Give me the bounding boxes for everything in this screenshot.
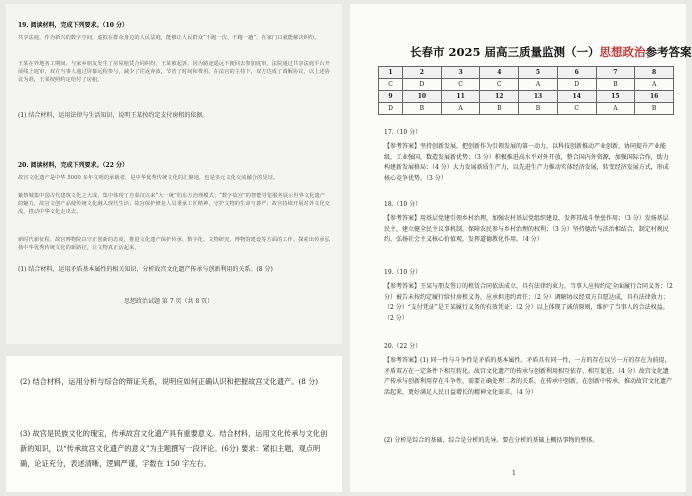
answer-table-cell: 4 [480, 67, 519, 79]
answer-table-cell: 2 [403, 67, 442, 79]
q20-task-1: (1) 结合材料，运用矛盾基本属性的相关知识，分析故宫文化遗产传承与创新利用的关系。(8 分) [18, 266, 273, 273]
answer-table-cell: 6 [557, 67, 596, 79]
q20-task-2: (2) 结合材料，运用分析与综合的辩证关系，说明应如何正确认识和把握故宫文化遗产。(8 分) [20, 377, 319, 386]
answer-table-cell: 16 [635, 91, 674, 103]
answer-table-cell: 8 [635, 67, 674, 79]
answer-table [378, 66, 674, 115]
q20-paragraph-2: 紫禁城集中国古代建筑文化之大成，集中体现了自秦汉以来“大一统”的东方治理模式；“数字故宫”的智能导览服务展示世界文化遗产的魅力，故宫文创产品使传统文化融入现代生活；故宫保护修复人员秉承工匠精神，守护文物的生命与尊严；故宫持续开展对外文化交流，推动中华文化走出去。 [18, 193, 330, 216]
answer-table-cell: 1 [379, 67, 403, 79]
answer-table-cell: 5 [519, 67, 558, 79]
answer-table-cell: B [635, 103, 674, 115]
answer-table-cell: 7 [596, 67, 635, 79]
q18-answer: 【参考答案】用基层党建引领乡村治理，加强农村基层党组织建设，发挥其战斗堡垒作用；（3 分）发扬基层民主，建立健全民主议事机制，保障农民参与乡村治理的权利；（3 分）坚持德治与法治相结合，制定村规民约，弘扬社会主义核心价值观，发挥道德教化作用。（4 分） [384, 215, 669, 243]
answer-table-cell: 13 [519, 91, 558, 103]
answer-table-cell: 10 [403, 91, 442, 103]
answer-table-cell: C [557, 103, 596, 115]
q19-paragraph-2: 王某在外地务工期间，与家乡朋友发生了房屋租赁合同纠纷，王某被起诉，因为路途遥远不便回去参加庭审。法院通过共享法庭平台开展线上庭审，双方当事人通过屏幕远程参与，减少了往返奔波，节省了时间和费用。在法官的主持下，双方达成了调解协议，以上述协议为准，王某按照约定给付了房租。 [18, 61, 330, 84]
q20-answer-header: 20.（22 分） [384, 343, 422, 350]
q20-paragraph-1: 故宫文化遗产是中华 5000 多年文明的承载者，是中华优秀传统文化的汇聚地，也是多元文化交流融合的见证。 [18, 175, 279, 181]
answer-table-cell: 3 [441, 67, 480, 79]
q19-paragraph-1: 共享法庭，作为新兴的数字空间，虚拟在群众身边的人民法庭，能够让人民群众“不跑一次、不跑一趟”，在家门口就能解决纠纷。 [18, 35, 320, 41]
title-suffix: 参考答案 [645, 45, 692, 59]
q19-answer-header: 19.（10 分） [384, 269, 422, 276]
title-subject: 思想政治 [599, 45, 646, 59]
q20-answer-1: 【参考答案】(1) 同一性与斗争性是矛盾的基本属性。矛盾具有同一性，一方的存在以另一方的存在为前提，矛盾双方在一定条件下相互转化。故宫文化遗产的传承与创新利用相互依存、相互促进。（4 分）故宫文化遗产传承与创新利用存在斗争性，需要正确处理二者的关系，在传承中创新，在创新中传承，推动故宫文化遗产活起来，更好满足人民日益增长的精神文化需求。（4 分） [384, 357, 673, 396]
answer-table-cell: 9 [379, 91, 403, 103]
answer-key-page [350, 4, 692, 492]
q17-header: 17.（10 分） [384, 129, 422, 136]
answer-table-cell: A [441, 103, 480, 115]
answer-table-cell: D [557, 79, 596, 91]
answer-table-cell: C [379, 79, 403, 91]
answer-table-cell: C [480, 79, 519, 91]
q19-answer: 【参考答案】王某与朋友签订的租赁合同依法成立，具有法律约束力，当事人应按约定全面履行合同义务；（2 分）被告未按约定履行给付房租义务，应承担违约责任；（2 分）调解协议经双方自愿达成，具有法律效力；（2 分）“支付凭证”是王某履行义务的有效凭证；（2 分）以上体现了诚信原则，维护了当事人的合法权益。（2 分） [384, 283, 673, 322]
answer-table-cell: 11 [441, 91, 480, 103]
answer-table-cell: D [379, 103, 403, 115]
exam-page-top [6, 4, 342, 344]
answer-table-cell: B [403, 103, 442, 115]
page-number: 1 [512, 470, 516, 477]
q19-header: 19. 阅读材料，完成下列要求。（10 分） [18, 22, 128, 29]
answer-table-choice-row [379, 103, 674, 115]
answer-table-cell: A [519, 79, 558, 91]
q17-answer: 【参考答案】坚持创新发展，把创新作为引领发展的第一动力，以科技创新推动产业创新，协同提升产业能级，工业强国，数造发展新优势；（3 分）积极推进高水平对外开放，整合国内外资源，加强国际合作，助力构建新发展格局；（4 分）大力发展新质生产力，以先进生产力推动实体经济发展，转变经济发展方式，形成核心竞争优势。（3 分） [384, 143, 669, 182]
answer-key-title [410, 44, 692, 60]
answer-table-cell: B [519, 103, 558, 115]
answer-table-cell: 15 [596, 91, 635, 103]
answer-table-cell: C [441, 79, 480, 91]
page-footer: 思想政治试题 第 7 页（共 8 页） [124, 298, 214, 305]
answer-table-cell: A [635, 79, 674, 91]
answer-table-cell: 14 [557, 91, 596, 103]
answer-table-choice-row [379, 79, 674, 91]
q20-paragraph-3: 新时代新征程，故宫博物院以守正创新的态度，推进文化遗产保护传承、数字化、文物研究、博物馆建设等方面的工作，探索出传承弘扬中华优秀传统文化的新路径，让文物真正活起来。 [18, 237, 330, 252]
q20-answer-2: (2) 分析是综合的基础，综合是分析的先导。要在分析的基础上概括事物的整体。 [384, 437, 599, 444]
exam-page-bottom [6, 356, 342, 492]
q20-header: 20. 阅读材料，完成下列要求。（22 分） [18, 162, 128, 169]
answer-table-cell: B [480, 103, 519, 115]
q19-task: (1) 结合材料，运用法律与生活知识，说明王某按约定支付房租的依据。 [18, 112, 209, 119]
q18-header: 18.（10 分） [384, 201, 422, 208]
q20-task-3: (3) 故宫是民族文化的瑰宝，传承故宫文化遗产具有重要意义。结合材料，运用文化传承与文化创新的知识，以“传承故宫文化遗产的意义”为主题撰写一段评论。(6分) 要求：紧扣主题，观点明确，论证充分，表述清晰，逻辑严谨，字数在 150 字左右。 [20, 429, 328, 468]
title-main: 长春市 2025 届高三质量监测（一） [410, 45, 600, 59]
answer-table-cell: B [596, 79, 635, 91]
answer-table-number-row [379, 67, 674, 79]
answer-table-cell: D [403, 79, 442, 91]
answer-table-cell: 12 [480, 91, 519, 103]
answer-table-number-row [379, 91, 674, 103]
answer-table-cell: A [596, 103, 635, 115]
